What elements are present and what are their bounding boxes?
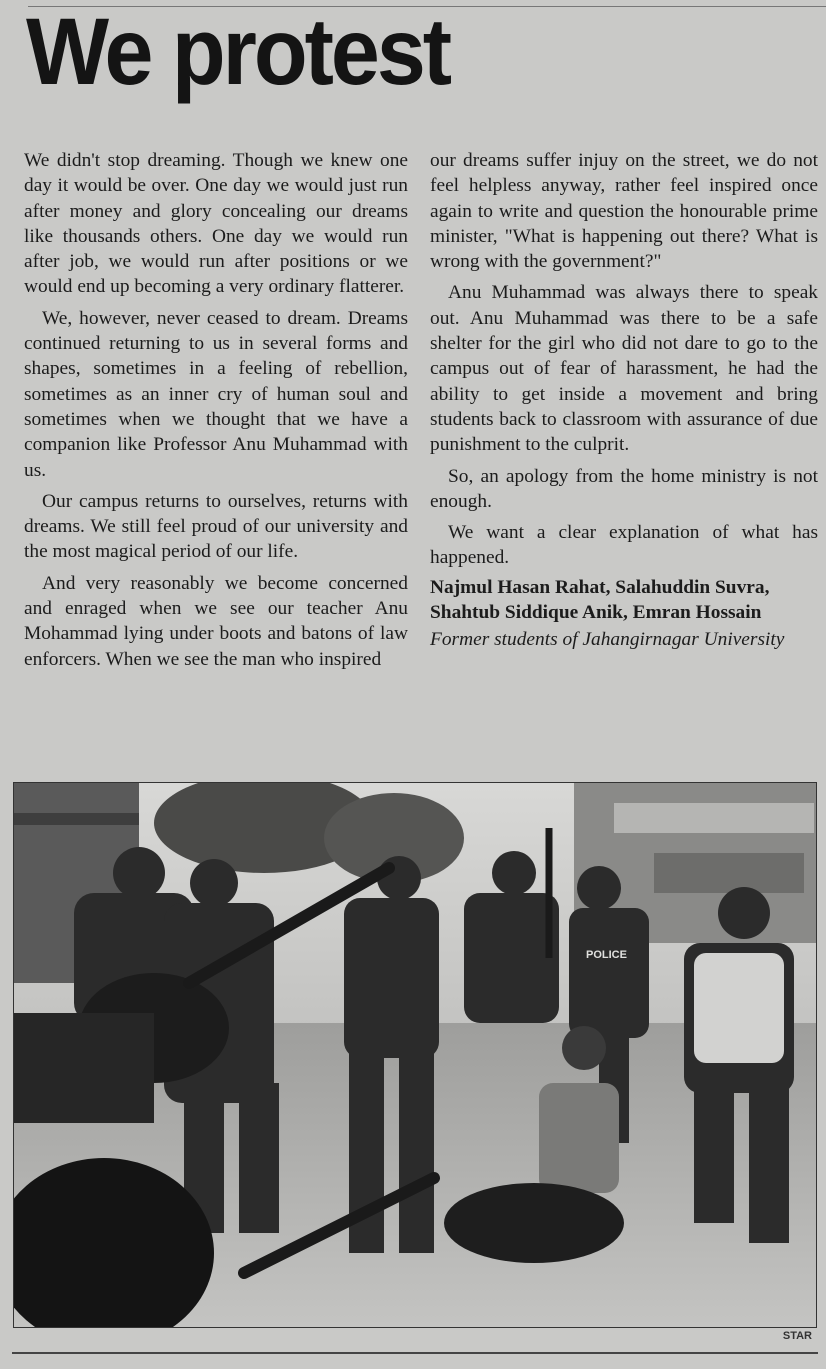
paragraph: our dreams suffer injuy on the street, we do not feel helpless anyway, rather feel inspired once again to write and question the honourable prime minister, "What is happening out there? What is wrong with the government?": [430, 150, 818, 273]
bottom-rule: [12, 1352, 818, 1354]
photo-credit: STAR: [782, 1330, 812, 1342]
headline: We protest: [26, 0, 450, 105]
signatories: Najmul Hasan Rahat, Salahuddin Suvra, Shahtub Siddique Anik, Emran Hossain: [430, 576, 770, 624]
left-column: [24, 148, 408, 672]
police-baton-charge-photo-icon: [14, 783, 816, 1327]
vest-label: POLICE: [586, 949, 627, 961]
paragraph: And very reasonably we become concerned and enraged when we see our teacher Anu Mohammad lying under boots and batons of law enforcers. When we see the man who inspired: [24, 572, 408, 670]
paragraph: We want a clear explanation of what has happened.: [430, 522, 818, 569]
paragraph: So, an apology from the home ministry is not enough.: [430, 465, 818, 512]
paragraph: We didn't stop dreaming. Though we knew one day it would be over. One day we would just run after money and glory concealing our dreams like thousands others. One day we would run after job, we would run after positions or we would end up becoming a very ordinary flatterer.: [24, 150, 408, 298]
paragraph: Anu Muhammad was always there to speak out. Anu Muhammad was there to be a safe shelter for the girl who did not dare to go to the campus out of fear of harassment, he had the ability to get inside a movement and bring students back to classroom with assurance of due punishment to the culprit.: [430, 282, 818, 456]
right-column: [430, 148, 818, 653]
paragraph: We, however, never ceased to dream. Dreams continued returning to us in several forms and shapes, sometimes in a feeling of rebellion, sometimes as an inner cry of human soul and sometimes when we thought that we have a companion like Professor Anu Muhammad with us.: [24, 307, 408, 481]
affiliation: Former students of Jahangirnagar University: [430, 629, 785, 651]
news-photo: [13, 782, 817, 1328]
paragraph: Our campus returns to ourselves, returns with dreams. We still feel proud of our university and the most magical period of our life.: [24, 490, 408, 563]
